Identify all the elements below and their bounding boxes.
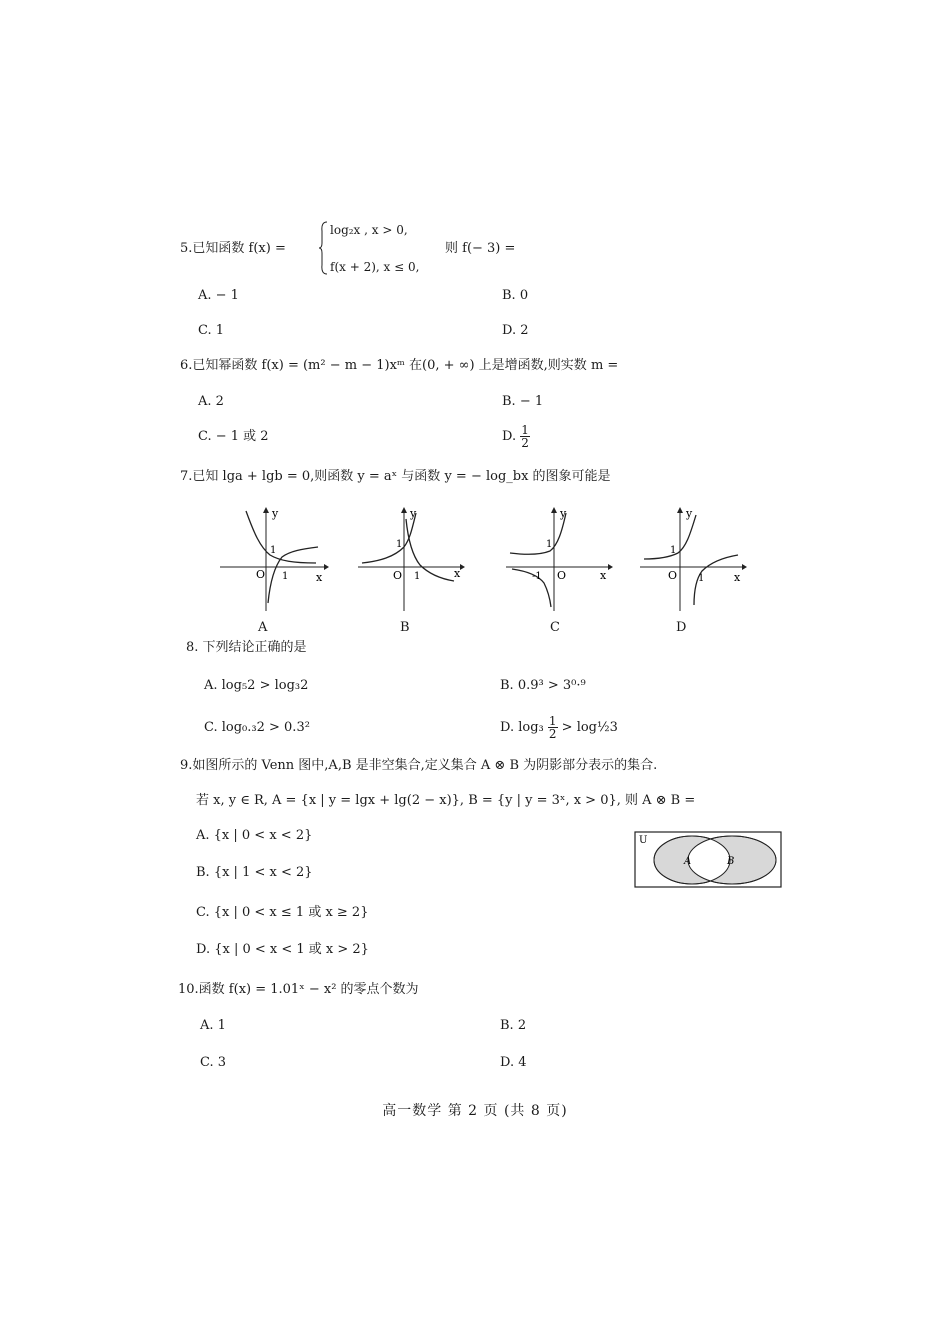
q7-graph-c-one-y: 1: [546, 539, 553, 550]
q7-graph-b: [354, 505, 466, 613]
q8-option-c: C. log₀.₃2 > 0.3²: [204, 720, 310, 735]
q7-graph-b-o: O: [393, 569, 403, 582]
q6-stem: 6.已知幂函数 f(x) = (m² − m − 1)xᵐ 在(0, + ∞) 上是增函数,则实数 m =: [180, 358, 619, 373]
q7-graph-c: [502, 505, 614, 613]
q9-venn-diagram: [634, 831, 784, 889]
q6-option-c: C. − 1 或 2: [198, 429, 269, 444]
q8-stem: 8. 下列结论正确的是: [186, 640, 307, 655]
q7-graph-b-y: y: [410, 507, 417, 520]
q8-option-d-tail: > log½3: [561, 720, 618, 735]
q9-option-a: A. {x | 0 < x < 2}: [196, 828, 313, 843]
q8-option-d-numerator: 1: [548, 714, 557, 728]
q7-graph-d-o: O: [668, 569, 678, 582]
q7-graph-a-o: O: [256, 568, 266, 581]
q10-option-a: A. 1: [200, 1018, 226, 1033]
q9-line2: 若 x, y ∈ R, A = {x | y = lgx + lg(2 − x)}, B = {y | y = 3ˣ, x > 0}, 则 A ⊗ B =: [196, 793, 696, 808]
q5-option-c: C. 1: [198, 323, 225, 338]
q9-venn-b: B: [727, 856, 735, 867]
q8-option-d-fraction: [548, 715, 558, 740]
q7-graph-c-y: y: [560, 507, 567, 520]
q7-graph-a: [218, 505, 330, 613]
q6-option-d-fraction: [520, 424, 530, 449]
q5-stem: 5.已知函数 f(x) =: [180, 241, 286, 256]
q9-stem: 9.如图所示的 Venn 图中,A,B 是非空集合,定义集合 A ⊗ B 为阴影部分表示的集合.: [180, 758, 658, 773]
q9-option-b: B. {x | 1 < x < 2}: [196, 865, 313, 880]
q6-option-d: [502, 424, 530, 449]
q7-graph-a-one-x: 1: [282, 571, 289, 582]
q5-case2: f(x + 2), x ≤ 0,: [330, 260, 420, 274]
q7-graph-d-one-y: 1: [670, 545, 677, 556]
q6-option-d-numerator: 1: [521, 423, 529, 437]
q9-venn-u: U: [639, 835, 648, 846]
q7-graph-c-label: C: [550, 620, 560, 635]
q7-graph-c-o: O: [557, 569, 567, 582]
q10-option-b: B. 2: [500, 1018, 527, 1033]
q7-graph-d-one-x: 1: [698, 573, 705, 584]
q7-graph-a-y: y: [272, 507, 279, 520]
q9-venn-a: A: [684, 856, 692, 867]
q7-graph-b-label: B: [400, 620, 410, 635]
q7-graph-a-x: x: [316, 571, 323, 584]
q9-option-d: D. {x | 0 < x < 1 或 x > 2}: [196, 942, 369, 957]
q6-option-d-prefix: D.: [502, 429, 517, 444]
q5-option-b: B. 0: [502, 288, 529, 303]
q7-graph-d-label: D: [676, 620, 687, 635]
q7-graph-a-one-y: 1: [270, 545, 277, 556]
q5-option-d: D. 2: [502, 323, 529, 338]
q6-option-a: A. 2: [198, 394, 224, 409]
q8-option-b: B. 0.9³ > 3⁰·⁹: [500, 678, 586, 693]
q8-option-a: A. log₅2 > log₃2: [204, 678, 309, 693]
q7-graph-b-one-x: 1: [414, 571, 421, 582]
q8-option-d: [500, 715, 618, 740]
q7-stem: 7.已知 lga + lgb = 0,则函数 y = aˣ 与函数 y = − log_bx 的图象可能是: [180, 469, 611, 484]
q7-graph-d: [636, 505, 748, 613]
q10-stem: 10.函数 f(x) = 1.01ˣ − x² 的零点个数为: [178, 982, 419, 997]
q6-option-b: B. − 1: [502, 394, 544, 409]
q7-graph-c-x: x: [600, 569, 607, 582]
q6-option-d-denominator: 2: [521, 436, 529, 450]
q7-graph-a-label: A: [258, 620, 268, 635]
q9-option-c: C. {x | 0 < x ≤ 1 或 x ≥ 2}: [196, 905, 369, 920]
piecewise-brace: [318, 221, 328, 275]
q8-option-d-denominator: 2: [548, 727, 557, 741]
q7-graph-b-one-y: 1: [396, 539, 403, 550]
q10-option-c: C. 3: [200, 1055, 227, 1070]
q7-graph-c-neg-one: -1: [532, 571, 542, 582]
q5-tail: 则 f(− 3) =: [445, 241, 516, 256]
q5-case1: log₂x , x > 0,: [330, 223, 408, 237]
q5-option-a: A. − 1: [198, 288, 239, 303]
q7-graph-b-x: x: [454, 567, 461, 580]
q7-graph-d-y: y: [686, 507, 693, 520]
q10-option-d: D. 4: [500, 1055, 527, 1070]
page-footer: 高一数学 第 2 页 (共 8 页): [382, 1103, 568, 1119]
q8-option-d-prefix: D. log₃: [500, 720, 544, 735]
q7-graph-d-x: x: [734, 571, 741, 584]
